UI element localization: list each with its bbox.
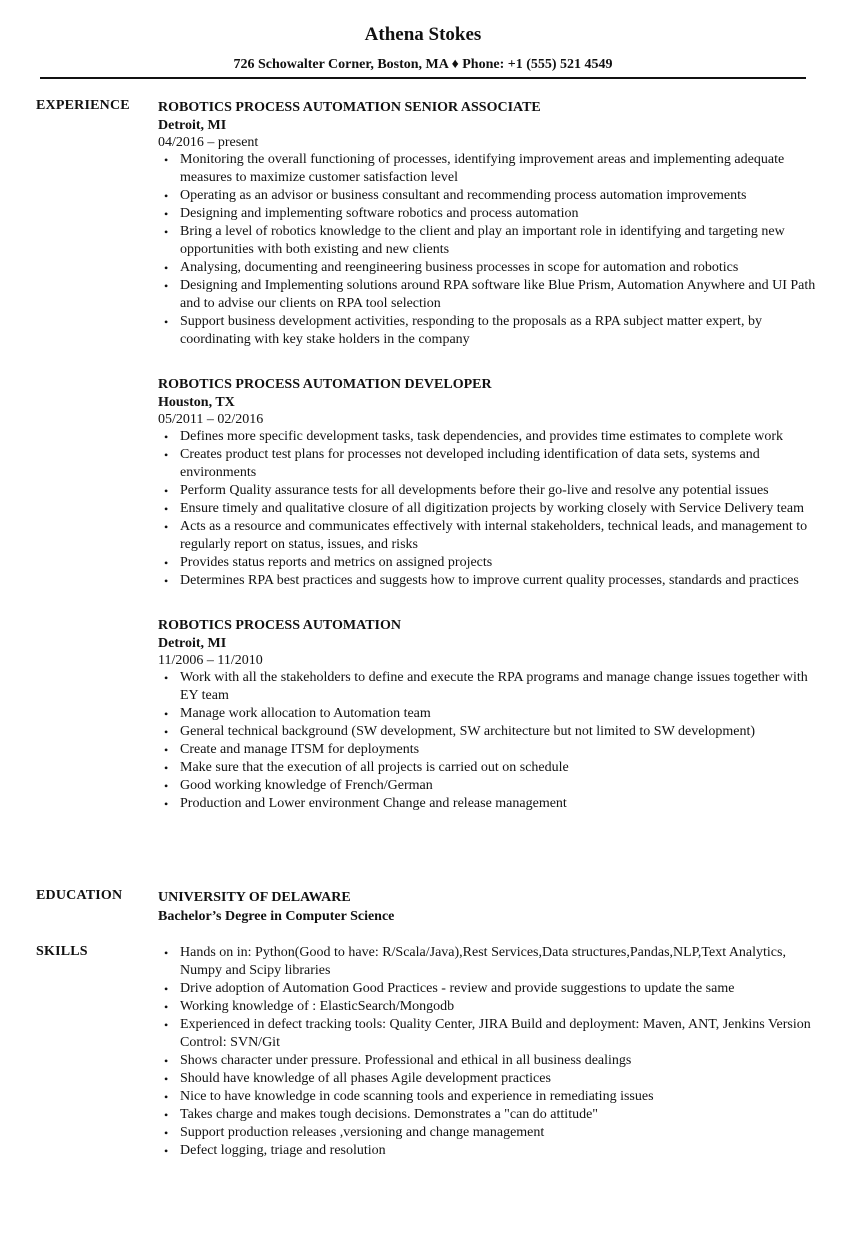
bullet-icon: • [164,1072,169,1086]
list-item [158,723,818,741]
list-item [158,777,818,795]
job-bullets [158,669,818,813]
job-entry [158,616,818,813]
list-item-text: Provides status reports and metrics on assigned projects [180,555,493,570]
section-title-education: EDUCATION [36,888,123,903]
experience-list [158,98,818,839]
list-item [158,572,818,590]
list-item [158,1124,818,1142]
job-title: ROBOTICS PROCESS AUTOMATION DEVELOPER [158,377,492,392]
education-entry [158,888,818,926]
list-item [158,277,818,313]
list-item [158,151,818,187]
list-item-text: Perform Quality assurance tests for all developments before their go-live and resolve any potential issues [180,483,769,498]
bullet-icon: • [164,797,169,811]
list-item [158,500,818,518]
bullet-icon: • [164,1144,169,1158]
list-item-text: Support business development activities, responding to the proposals as a RPA subject matter expert, by coordinating with key stake holders in the company [180,314,762,347]
section-title-skills: SKILLS [36,944,88,959]
list-item [158,795,818,813]
list-item [158,705,818,723]
resume-name: Athena Stokes [364,24,482,45]
section-title-experience: EXPERIENCE [36,98,130,113]
list-item-text: Create and manage ITSM for deployments [180,742,420,757]
skills-bullets [158,944,818,1160]
list-item [158,223,818,259]
list-item-text: Bring a level of robotics knowledge to the client and play an important role in identifying and targeting new opportunities with both existing and new clients [180,224,785,257]
list-item-text: Experienced in defect tracking tools: Quality Center, JIRA Build and deployment: Maven, ANT, Jenkins Version Control: SVN/Git [180,1017,811,1050]
bullet-icon: • [164,225,169,239]
bullet-icon: • [164,671,169,685]
job-bullets [158,151,818,349]
bullet-icon: • [164,279,169,293]
bullet-icon: • [164,1108,169,1122]
list-item [158,313,818,349]
list-item-text: Operating as an advisor or business consultant and recommending process automation improvements [180,188,747,203]
list-item-text: General technical background (SW development, SW architecture but not limited to SW development) [180,724,755,739]
bullet-icon: • [164,761,169,775]
list-item [158,428,818,446]
list-item-text: Production and Lower environment Change and release management [180,796,567,811]
list-item-text: Work with all the stakeholders to define and execute the RPA programs and manage change issues together with EY team [180,670,808,703]
list-item [158,1106,818,1124]
list-item-text: Creates product test plans for processes not developed including identification of data sets, systems and environments [180,447,760,480]
bullet-icon: • [164,448,169,462]
list-item-text: Shows character under pressure. Professional and ethical in all business dealings [180,1053,632,1068]
list-item-text: Hands on in: Python(Good to have: R/Scala/Java),Rest Services,Data structures,Pandas,NLP,Text Analytics, Numpy and Scipy libraries [180,945,786,978]
bullet-icon: • [164,484,169,498]
list-item [158,482,818,500]
list-item [158,205,818,223]
list-item-text: Determines RPA best practices and suggests how to improve current quality processes, standards and practices [180,573,799,588]
list-item-text: Defines more specific development tasks, task dependencies, and provides time estimates to complete work [180,429,783,444]
list-item-text: Designing and implementing software robotics and process automation [180,206,579,221]
list-item [158,980,818,998]
bullet-icon: • [164,574,169,588]
list-item-text: Support production releases ,versioning and change management [180,1125,545,1140]
bullet-icon: • [164,1090,169,1104]
list-item [158,944,818,980]
bullet-icon: • [164,430,169,444]
list-item-text: Good working knowledge of French/German [180,778,433,793]
bullet-icon: • [164,520,169,534]
bullet-icon: • [164,189,169,203]
bullet-icon: • [164,1126,169,1140]
list-item-text: Ensure timely and qualitative closure of all digitization projects by working closely with Service Delivery team [180,501,804,516]
list-item-text: Designing and Implementing solutions around RPA software like Blue Prism, Automation Anywhere and UI Path and to advise our clients on RPA tool selection [180,278,816,311]
list-item [158,741,818,759]
job-location: Houston, TX [158,395,235,410]
list-item-text: Analysing, documenting and reengineering business processes in scope for automation and robotics [180,260,739,275]
school-name: UNIVERSITY OF DELAWARE [158,890,351,905]
job-title: ROBOTICS PROCESS AUTOMATION SENIOR ASSOCIATE [158,100,541,115]
list-item [158,669,818,705]
bullet-icon: • [164,743,169,757]
job-entry [158,98,818,349]
job-title: ROBOTICS PROCESS AUTOMATION [158,618,401,633]
contact-line: 726 Schowalter Corner, Boston, MA ♦ Phone: +1 (555) 521 4549 [233,57,613,72]
list-item-text: Manage work allocation to Automation team [180,706,431,721]
bullet-icon: • [164,946,169,960]
bullet-icon: • [164,502,169,516]
list-item [158,1052,818,1070]
list-item-text: Nice to have knowledge in code scanning tools and experience in remediating issues [180,1089,654,1104]
bullet-icon: • [164,207,169,221]
bullet-icon: • [164,1018,169,1032]
header-divider [40,77,806,79]
list-item [158,446,818,482]
bullet-icon: • [164,1054,169,1068]
list-item [158,998,818,1016]
job-entry [158,375,818,590]
list-item [158,1088,818,1106]
list-item [158,554,818,572]
list-item [158,518,818,554]
list-item-text: Defect logging, triage and resolution [180,1143,386,1158]
list-item-text: Make sure that the execution of all projects is carried out on schedule [180,760,569,775]
job-dates: 05/2011 – 02/2016 [158,412,264,427]
bullet-icon: • [164,779,169,793]
bullet-icon: • [164,1000,169,1014]
job-location: Detroit, MI [158,118,227,133]
list-item [158,759,818,777]
list-item [158,1070,818,1088]
list-item-text: Should have knowledge of all phases Agile development practices [180,1071,551,1086]
list-item-text: Acts as a resource and communicates effectively with internal stakeholders, technical leads, and management to regularly report on status, issues, and risks [180,519,808,552]
skills-list [158,944,818,1160]
list-item [158,187,818,205]
list-item [158,1142,818,1160]
job-location: Detroit, MI [158,636,227,651]
bullet-icon: • [164,315,169,329]
list-item-text: Drive adoption of Automation Good Practices - review and provide suggestions to update the same [180,981,735,996]
list-item [158,1016,818,1052]
bullet-icon: • [164,556,169,570]
job-bullets [158,428,818,590]
bullet-icon: • [164,982,169,996]
bullet-icon: • [164,261,169,275]
bullet-icon: • [164,153,169,167]
bullet-icon: • [164,725,169,739]
list-item-text: Monitoring the overall functioning of processes, identifying improvement areas and implementing adequate measures to maximize customer satisfaction level [180,152,785,185]
list-item-text: Working knowledge of : ElasticSearch/Mongodb [180,999,455,1014]
bullet-icon: • [164,707,169,721]
job-dates: 11/2006 – 11/2010 [158,653,263,668]
list-item-text: Takes charge and makes tough decisions. Demonstrates a "can do attitude" [180,1107,599,1122]
degree-name: Bachelor’s Degree in Computer Science [158,909,395,924]
job-dates: 04/2016 – present [158,135,259,150]
list-item [158,259,818,277]
